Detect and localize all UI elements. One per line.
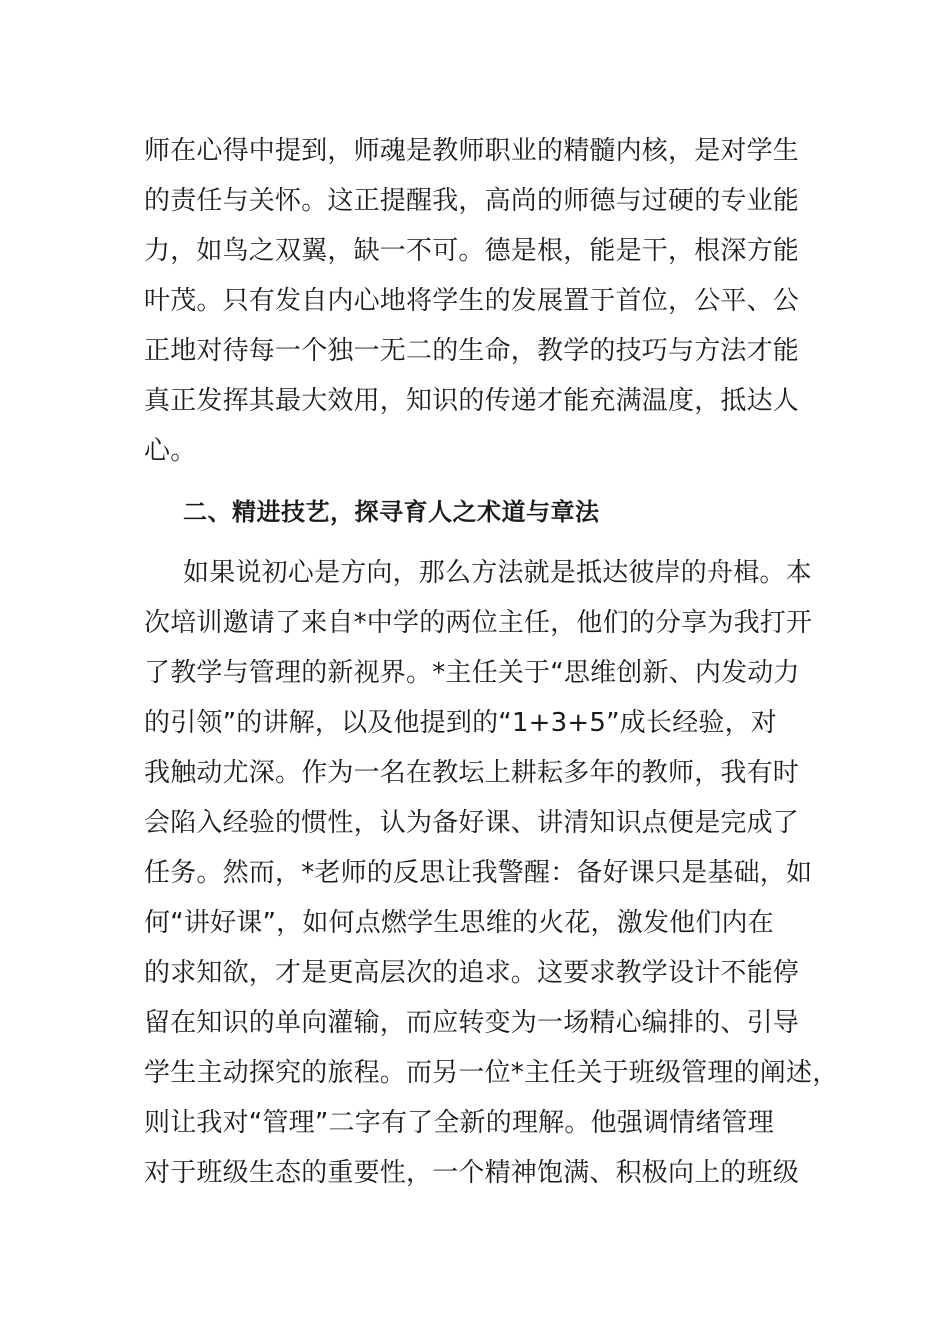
text-line: 正地对待每一个独一无二的生命，教学的技巧与方法才能 [144, 336, 800, 366]
text-line: 的责任与关怀。这正提醒我，高尚的师德与过硬的专业能 [144, 186, 800, 216]
text-line: 会陷入经验的惯性，认为备好课、讲清知识点便是完成了 [144, 808, 800, 838]
text-line: 真正发挥其最大效用，知识的传递才能充满温度，抵达人 [144, 386, 800, 416]
text-line: 叶茂。只有发自内心地将学生的发展置于首位，公平、公 [144, 286, 800, 316]
text-line: 任务。然而，*老师的反思让我警醒：备好课只是基础，如 [144, 858, 813, 888]
text-line: 了教学与管理的新视界。*主任关于“思维创新、内发动力 [144, 658, 800, 688]
text-line: 留在知识的单向灌输，而应转变为一场精心编排的、引导 [144, 1008, 800, 1038]
text-line: 何“讲好课”，如何点燃学生思维的火花，激发他们内在 [144, 908, 774, 938]
section-heading: 二、精进技艺，探寻育人之术道与章法 [183, 498, 600, 526]
text-line: 力，如鸟之双翼，缺一不可。德是根，能是干，根深方能 [144, 236, 800, 266]
text-line: 师在心得中提到，师魂是教师职业的精髓内核，是对学生 [144, 136, 800, 166]
text-line: 心。 [144, 436, 197, 466]
text-line: 学生主动探究的旅程。而另一位*主任关于班级管理的阐述， [144, 1058, 839, 1088]
text-line: 次培训邀请了来自*中学的两位主任，他们的分享为我打开 [144, 608, 813, 638]
text-line: 如果说初心是方向，那么方法就是抵达彼岸的舟楫。本 [183, 558, 812, 588]
text-line: 对于班级生态的重要性，一个精神饱满、积极向上的班级 [144, 1158, 800, 1188]
text-line: 则让我对“管理”二字有了全新的理解。他强调情绪管理 [144, 1108, 774, 1138]
text-line: 我触动尤深。作为一名在教坛上耕耘多年的教师，我有时 [144, 758, 800, 788]
text-line: 的求知欲，才是更高层次的追求。这要求教学设计不能停 [144, 958, 800, 988]
text-line: 的引领”的讲解，以及他提到的“1+3+5”成长经验，对 [144, 708, 778, 738]
